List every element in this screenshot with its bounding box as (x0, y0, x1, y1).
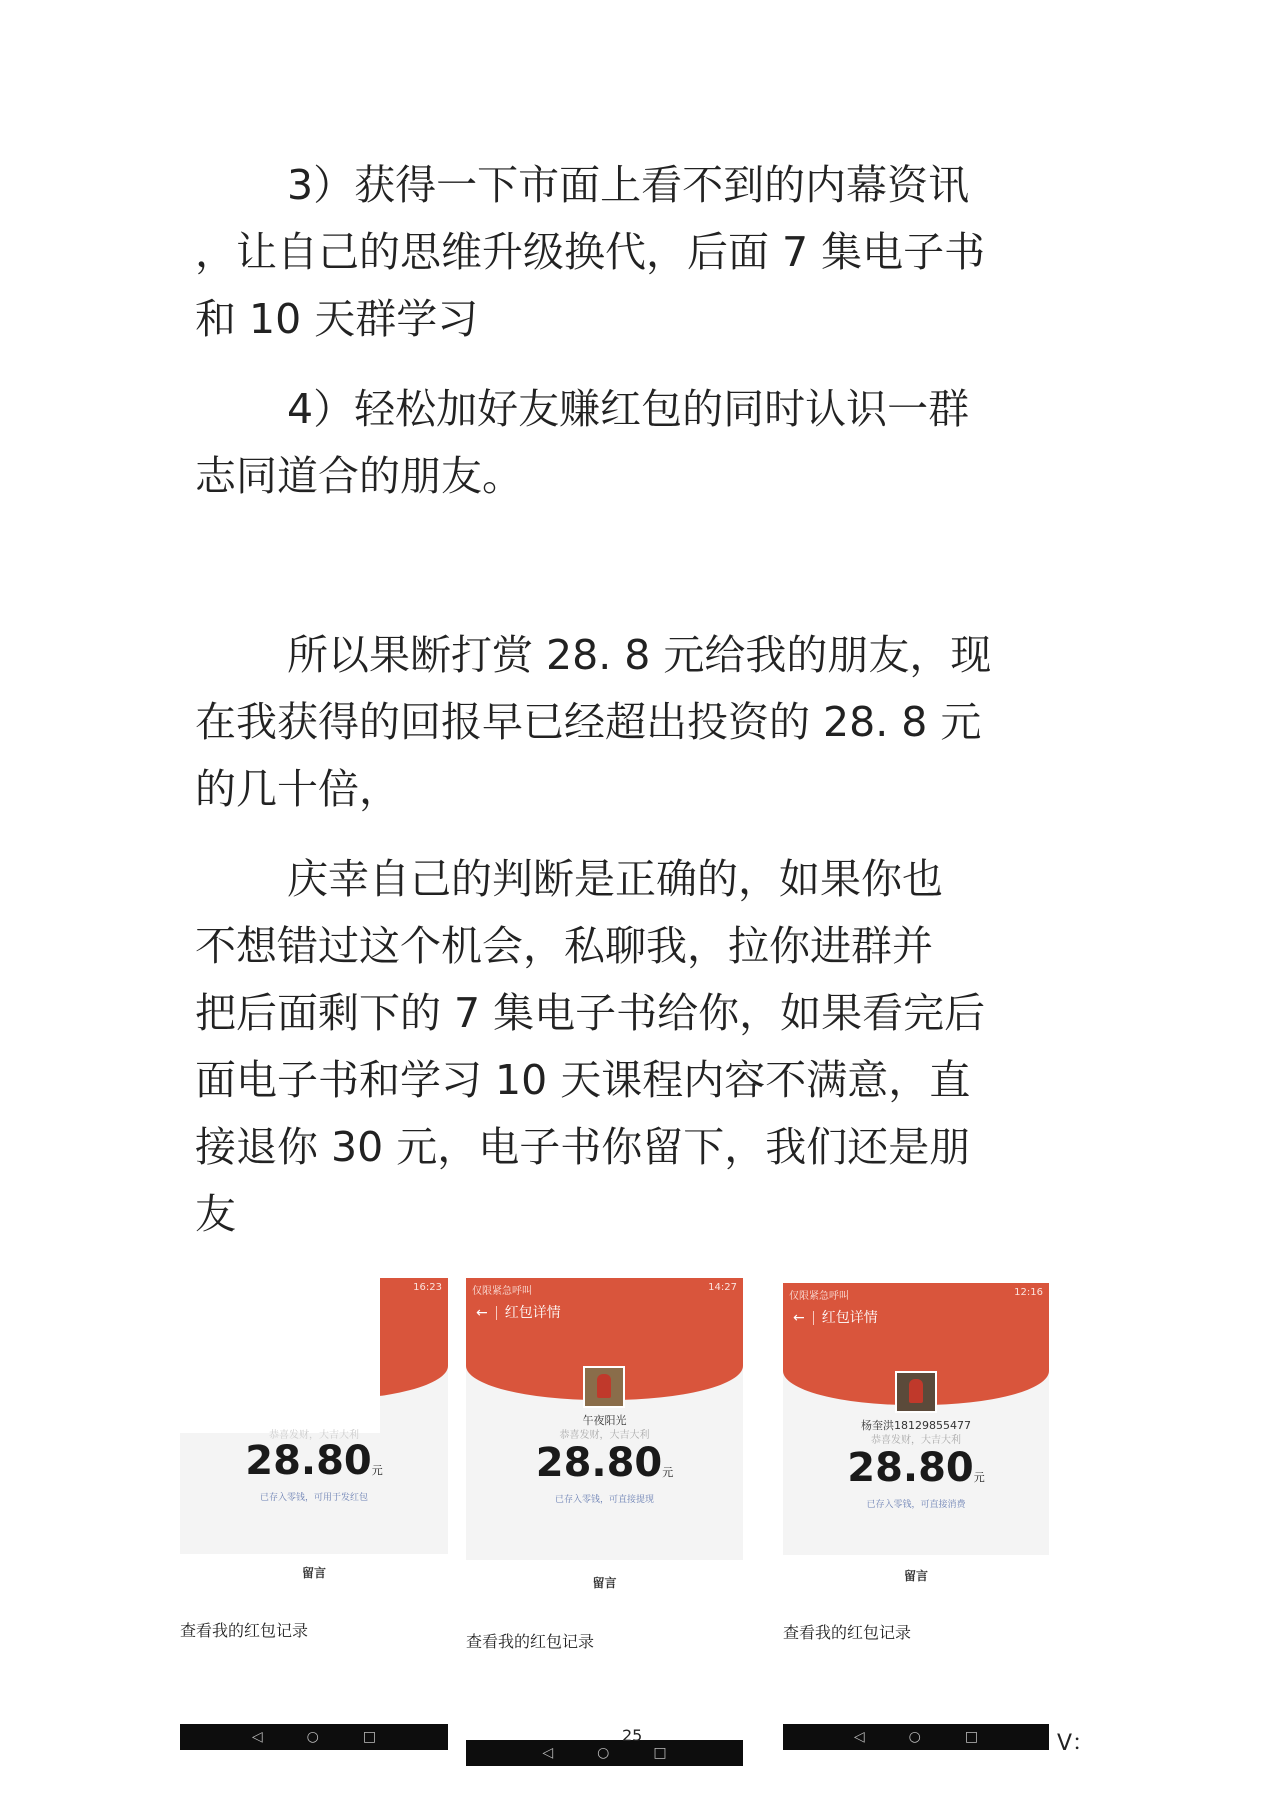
amount-unit: 元 (371, 1464, 383, 1477)
sender-name: 杨奎洪18129855477 (861, 1419, 971, 1432)
paragraph-line: 志同道合的朋友。 (195, 452, 523, 500)
message-label: 留言 (592, 1576, 617, 1590)
page-title: 红包详情 (821, 1310, 878, 1326)
page-number: 25 (622, 1726, 643, 1745)
stored-note: 已存入零钱，可直接消费 (866, 1500, 966, 1510)
trailing-text: V： (1057, 1731, 1095, 1756)
stored-note: 已存入零钱，可直接提现 (554, 1495, 654, 1505)
greeting-text: 恭喜发财，大吉大利 (871, 1435, 961, 1446)
amount-value: 28.80 (535, 1440, 663, 1486)
back-arrow-icon[interactable]: ← (793, 1310, 805, 1326)
paragraph-line: 友 (195, 1190, 236, 1238)
status-time: 14:27 (708, 1282, 737, 1293)
triangle-back-icon[interactable]: ◁ (542, 1745, 554, 1761)
paragraph-line: 3）获得一下市面上看不到的内幕资讯 (287, 161, 970, 209)
android-nav-bar (783, 1724, 1049, 1750)
greeting-text: 恭喜发财，大吉大利 (269, 1430, 359, 1441)
page-title: 红包详情 (504, 1305, 561, 1321)
circle-home-icon[interactable]: ○ (908, 1729, 921, 1745)
paragraph-line: 的几十倍， (195, 765, 400, 813)
paragraph-line: 不想错过这个机会，私聊我，拉你进群并 (195, 922, 933, 970)
circle-home-icon[interactable]: ○ (306, 1729, 319, 1745)
paragraph-line: 4）轻松加好友赚红包的同时认识一群 (287, 385, 970, 433)
paragraph-line: 庆幸自己的判断是正确的，如果你也 (287, 855, 943, 903)
status-bar (783, 1283, 1049, 1305)
amount-display (466, 1440, 743, 1486)
divider (496, 1306, 497, 1320)
sender-avatar (895, 1371, 937, 1413)
message-label: 留言 (301, 1566, 326, 1580)
amount-unit: 元 (973, 1471, 985, 1484)
title-bar (476, 1302, 561, 1322)
status-time: 12:16 (1014, 1287, 1043, 1298)
message-label: 留言 (903, 1569, 928, 1583)
paragraph-line: 和 10 天群学习 (195, 295, 479, 343)
status-time: 16:23 (413, 1282, 442, 1293)
paragraph-line: 所以果断打赏 28. 8 元给我的朋友，现 (287, 631, 992, 679)
amount-display (180, 1438, 448, 1484)
paragraph-line: 在我获得的回报早已经超出投资的 28. 8 元 (195, 698, 982, 746)
android-nav-bar (466, 1740, 743, 1766)
paragraph-line: 面电子书和学习 10 天课程内容不满意，直 (195, 1056, 971, 1104)
triangle-back-icon[interactable]: ◁ (251, 1729, 263, 1745)
sender-name: 午夜阳光 (582, 1414, 627, 1427)
red-packet-records-link[interactable]: 查看我的红包记录 (466, 1632, 595, 1651)
amount-display (783, 1445, 1049, 1491)
amount-value: 28.80 (245, 1438, 372, 1484)
red-packet-screenshot-3 (783, 1283, 1049, 1591)
square-recent-icon[interactable]: □ (653, 1745, 667, 1761)
redacted-area (180, 1278, 380, 1433)
red-packet-records-link[interactable]: 查看我的红包记录 (180, 1621, 309, 1640)
status-carrier: 仅限紧急呼叫 (789, 1291, 849, 1302)
red-packet-screenshot-2 (466, 1278, 743, 1600)
paragraph-4 (195, 376, 1095, 510)
triangle-back-icon[interactable]: ◁ (853, 1729, 865, 1745)
back-arrow-icon[interactable]: ← (476, 1305, 488, 1321)
paragraph-offer (195, 846, 1095, 1248)
status-carrier: 仅限紧急呼叫 (472, 1286, 532, 1297)
paragraph-line: 接退你 30 元，电子书你留下，我们还是朋 (195, 1123, 971, 1171)
square-recent-icon[interactable]: □ (964, 1729, 979, 1745)
paragraph-3 (195, 152, 1095, 353)
square-recent-icon[interactable]: □ (362, 1729, 377, 1745)
stored-note: 已存入零钱，可用于发红包 (259, 1493, 368, 1503)
amount-value: 28.80 (847, 1445, 974, 1491)
paragraph-line: ，让自己的思维升级换代，后面 7 集电子书 (195, 228, 986, 276)
status-bar (466, 1278, 743, 1300)
title-bar (793, 1307, 878, 1327)
android-nav-bar (180, 1724, 448, 1750)
greeting-text: 恭喜发财，大吉大利 (559, 1430, 650, 1441)
red-packet-screenshot-1 (180, 1278, 448, 1590)
paragraph-reward (195, 622, 1095, 823)
sender-avatar (583, 1366, 625, 1408)
paragraph-line: 把后面剩下的 7 集电子书给你，如果看完后 (195, 989, 986, 1037)
circle-home-icon[interactable]: ○ (597, 1745, 610, 1761)
divider (813, 1311, 814, 1325)
red-packet-records-link[interactable]: 查看我的红包记录 (783, 1623, 912, 1642)
amount-unit: 元 (662, 1466, 674, 1479)
